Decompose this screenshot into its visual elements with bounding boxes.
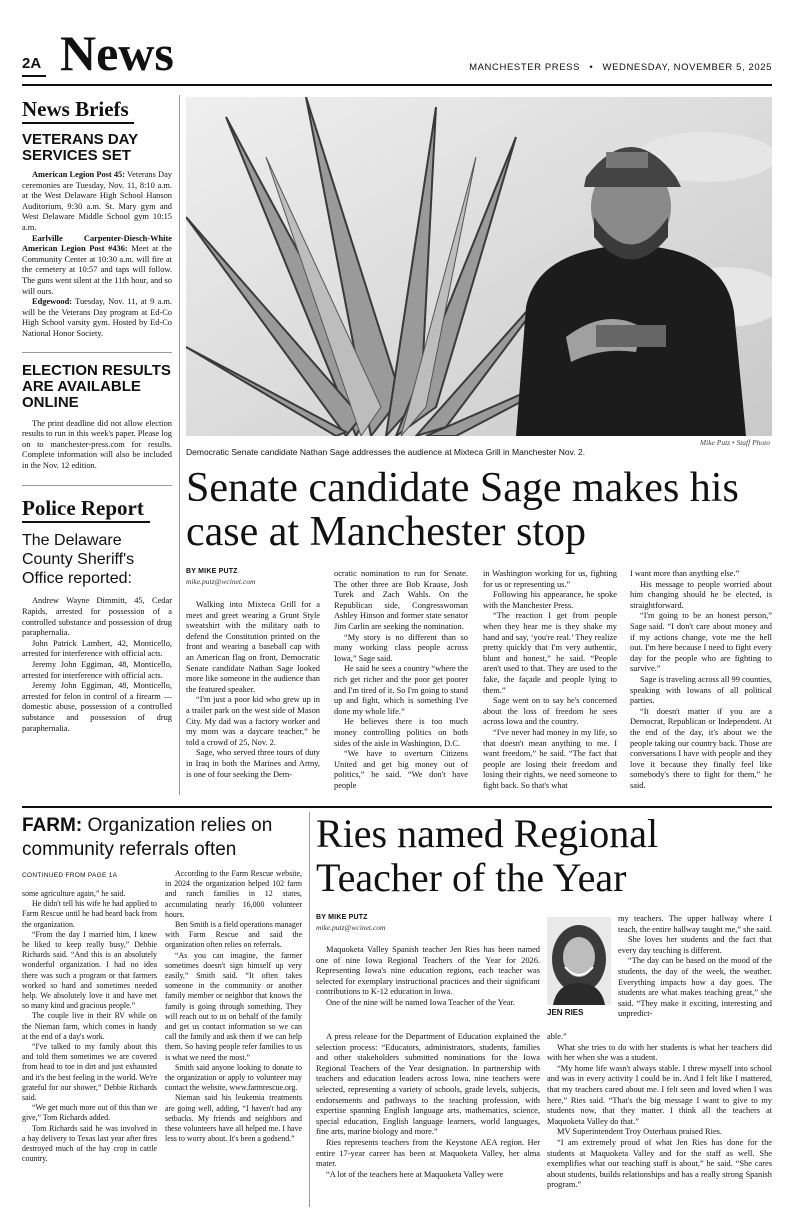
farm-jump: CONTINUED FROM PAGE 1A (22, 872, 118, 879)
photo-illustration (186, 97, 772, 436)
left-column-rule (179, 95, 180, 795)
news-briefs (22, 97, 172, 734)
lower-section-rule (22, 806, 772, 808)
farm-headline (22, 814, 308, 862)
police-title: Police Report (22, 496, 144, 521)
police-divider (22, 485, 172, 486)
police-item: Jeremy John Eggiman, 48, Monticello, arrested for interference with official acts. (22, 660, 172, 680)
police-title-rule (22, 521, 150, 523)
ries-lead: Maquoketa Valley Spanish teacher Jen Ries has been named one of nine Iowa Regional Teachers of the Year for 2026. Representing Iowa's nine education regions, each teacher was selected for exemplary instructional practices and their significant contributions to K-12 education in Iowa. One of the nine will be named Iowa Teacher of the Year. (316, 945, 540, 1007)
sage-headline: Senate candidate Sage makes his case at Manchester stop (186, 465, 739, 555)
briefs-divider (22, 352, 172, 353)
ries-col-left: A press release for the Department of Education explained the selection process: “Educators, administrators, students, families and other stakeholders submitted nominations for the Iowa Regional Teachers of the Year designation. In partnership with teachers and education leaders across Iowa, nine teachers were selected, representing a variety of schools, grade levels, subjects, endorsements and pathways to the teaching profession, with expertise spanning English language arts, mathematics, science, special education, English language learners, world languages, fine arts, marine biology and more.” Ries represents teachers from the Keystone AEA region. Her entire 17-year career has been at Maquoketa Valley, her alma mater. “A lot of the teachers here at Maquoketa Valley were (316, 1032, 540, 1179)
ries-headline: Ries named Regional Teacher of the Year (316, 811, 659, 900)
masthead (22, 25, 772, 84)
ries-photo-label: JEN RIES (547, 1008, 584, 1017)
paper-name: MANCHESTER PRESS (469, 62, 581, 73)
farm-col-2: According to the Farm Rescue website, in 2024 the organization helped 102 farm and ranch families in 12 states, accumulating nearly 16,000 volunteer hours. Ben Smith is a field operations manager with Farm Rescue and said the organization often relies on referrals. “As you can imagine, the farmer sometimes doesn't sign himself up very easily,” Smith said. “It often takes someone in the community or another family member or neighbor that knows the family is going through something. They will reach out to us on behalf of the family and get us contact information so we can call the family and ask them if we can help them. So having people refer families to us is what we need the most.” Smith said anyone looking to donate to the organization or apply to volunteer may contact the website, www.farmrescue.org. Nieman said his leukemia treatments are going well, adding, “I haven't had any setbacks. My friends and neighbors and these volunteers have all helped me. I have less to worry about. It's been a godsend.” (165, 869, 302, 1144)
section-title: News (60, 25, 174, 81)
veterans-para: American Legion Post 45: Veterans Day ceremonies are Tuesday, Nov. 11, 8:10 a.m. at the West Delaware High School Hanson Auditorium, 9:30 a.m. St. Mary gym and West Delaware Middle School gym 10:15 a.m. (22, 170, 172, 232)
masthead-rule (22, 84, 772, 86)
lead-photo (186, 97, 772, 436)
police-item: Andrew Wayne Dimmitt, 45, Cedar Rapids, arrested for possession of a controlled substance and possession of drug paraphernalia. (22, 596, 172, 638)
ries-headshot (547, 917, 611, 1005)
sage-col-2: ocratic nomination to run for Senate. The other three are Bob Krause, Josh Turek and Zach Wahls. On the Republican side, Congresswoman Ashley Hinson and former state senator Jim Carlin are seeking the nomination. “My story is no different than so many working class people across Iowa,” Sage said. He said he sees a country “where the rich get richer and the poor get poorer and I'm tired of it. So I'm going to stand up and fight, which is something I've done my whole life.” He believes there is too much money controlling politics on both sides of the aisle in Washington, D.C. “We have to overturn Citizens United and get big money out of politics,” he said. “We don't have people (334, 569, 468, 790)
police-subhead: The Delaware County Sheriff's Office reported: (22, 532, 135, 588)
sage-col-1: Walking into Mixteca Grill for a meet and greet wearing a Grunt Style sweatshirt with the military oath to defend the Constitution printed on the front and wearing a baseball cap with an American flag on front, Democratic Senate candidate Nathan Sage looked more like someone in the audience than the featured speaker. “I'm just a poor kid who grew up in a trailer park on the west side of Mason City. My dad was a factory worker and my mom was a daycare teacher,” he told a crowd of 25, Nov. 2. Sage, who served three tours of duty in Iraq in both the Marines and Army, is one of four seeking the Dem- (186, 600, 320, 779)
veterans-para: Edgewood: Tuesday, Nov. 11, at 9 a.m. will be the Veterans Day program at Ed-Co High School varsity gym. Hosted by Ed-Co National Honor Society. (22, 297, 172, 338)
veterans-para: Earlville Carpenter-Diesch-White American Legion Post #436: Meet at the Community Center at 10:30 a.m. will fire at the cemetery at 10:57 and taps will follow. The guns went silent at the 11th hour, and so will ours. (22, 233, 173, 296)
sage-email: mike.putz@wcinet.com (186, 577, 256, 586)
briefs-title-rule (22, 122, 134, 124)
photo-caption: Democratic Senate candidate Nathan Sage addresses the audience at Mixteca Grill in Manchester Nov. 2. (186, 447, 586, 457)
election-headline: ELECTION RESULTS ARE AVAILABLE ONLINE (22, 361, 171, 411)
ries-byline: BY MIKE PUTZ (316, 914, 368, 921)
sage-byline: BY MIKE PUTZ (186, 568, 238, 575)
page-number: 2A (22, 55, 42, 72)
farm-col-1: some agriculture again,” he said. He didn't tell his wife he had applied to Farm Rescue until he had heard back from the organization. “From the day I married him, I knew he liked to keep really busy,” Debbie Richards said. “And this is an absolutely wonderful organization. I had no idea there was such a program or that farmers worked so hard and sometimes needed help. We absolutely love it and have met so many kind and gracious people.” The couple live in their RV while on the Nieman farm, which comes in handy at the end of a day's work. “I've talked to my family about this and told them sometimes we are covered from head to toe in dirt and just exhausted and it's the best feeling in the world. We're grateful for our shower,” Debbie Richards said. “We get much more out of this than we give,” Tom Richards added. Tom Richards said he was involved in a hay delivery to Texas last year after fires destroyed much of the hay crop in cattle country. (22, 889, 157, 1164)
farm-column-rule (309, 812, 310, 1207)
photo-credit: Mike Putz • Staff Photo (699, 438, 770, 447)
police-item: Jeremy John Eggiman, 48, Monticello, arrested for felon in control of a firearm — domestic abuse, possession of a controlled substance and possession of drug paraphernalia. (22, 681, 172, 733)
issue-date: WEDNESDAY, NOVEMBER 5, 2025 (602, 62, 772, 73)
farm-headline-text: Organization relies on community referrals often (22, 815, 273, 860)
dateline: MANCHESTER PRESS • WEDNESDAY, NOVEMBER 5, 2025 (469, 62, 772, 73)
ries-photo (547, 917, 611, 1005)
page-number-underline (22, 75, 46, 77)
farm-kicker: FARM: (22, 815, 83, 836)
election-body: The print deadline did not allow election results to run in this week's paper. Please log on to manchester-press.com for results. Complete information will also be included in the Nov. 12 edition. (22, 418, 172, 470)
police-item: John Patrick Lambert, 42, Monticello, arrested for interference with official acts. (22, 638, 172, 659)
ries-byline-block (316, 914, 536, 932)
ries-email: mike.putz@wcinet.com (316, 923, 386, 932)
police-items (22, 596, 172, 734)
ries-right-top: my teachers. The upper hallway where I teach, the entire hallway taught me,” she said. She loves her students and the fact that every day teaching is different. “The day can be based on the mood of the students, the day of the week, the weather. Everything impacts how a day goes. The students are what makes teaching great,” she said. “They make it exciting, interesting and unpredict- (618, 914, 772, 1019)
sage-byline-block (186, 568, 320, 586)
veterans-body (22, 170, 172, 340)
ries-col-right: able.” What she tries to do with her students is what her teachers did with her when she was a student. “My home life wasn't always stable. I threw myself into school and was in every activity I could be in. And I felt like I mattered, that my teachers cared about me. I felt seen and loved when I was here,” Ries said. “That's the big message I want to give to my students now, that they matter. I think all the teachers at Maquoketa Valley do that.” MV Superintendent Troy Osterhaus praised Ries. “I am extremely proud of what Jen Ries has done for the students at Maquoketa Valley and for the staff as well. She exemplifies what our teaching staff is about,” he said. “She cares about students, builds relationships and has a really strong Spanish program.” (547, 1032, 772, 1190)
veterans-headline: VETERANS DAY SERVICES SET (22, 131, 138, 164)
briefs-title: News Briefs (22, 97, 129, 121)
sage-col-3: in Washington working for us, fighting for us or representing us.” Following his appearance, he spoke with the Manchester Press. “The reaction I get from people when they hear me is they shake my hand and say, ‘you're real.’ They realize pretty quickly that I'm very authentic, blunt and honest,” he said. “People aren't used to that. They are used to the fake, the façade and people lying to them.” Sage went on to say he's concerned about the loss of freedom he sees across Iowa and the country. “I've never had money in my life, so that doesn't mean anything to me. I want freedom,” he said. “The fact that people are losing their freedom and losing their rights, we need someone to fight back. So that's what (483, 569, 617, 790)
sage-col-4: I want more than anything else.” His message to people worried about him changing should he be elected, is straightforward. “I'm going to be an honest person,” Sage said. “I don't care about money and if my actions change, vote me the hell out. I'm here because I need to fight every day for the people who are fighting to survive.” Sage is traveling across all 99 counties, speaking with Iowans of all political parties. “It doesn't matter if you are a Democrat, Republican or Independent. At the end of the day, it's about we the people taking our country back. Those are conversations I have with people and they love it because they finally feel like somebody's there to fight for them,” he said. (630, 569, 772, 790)
